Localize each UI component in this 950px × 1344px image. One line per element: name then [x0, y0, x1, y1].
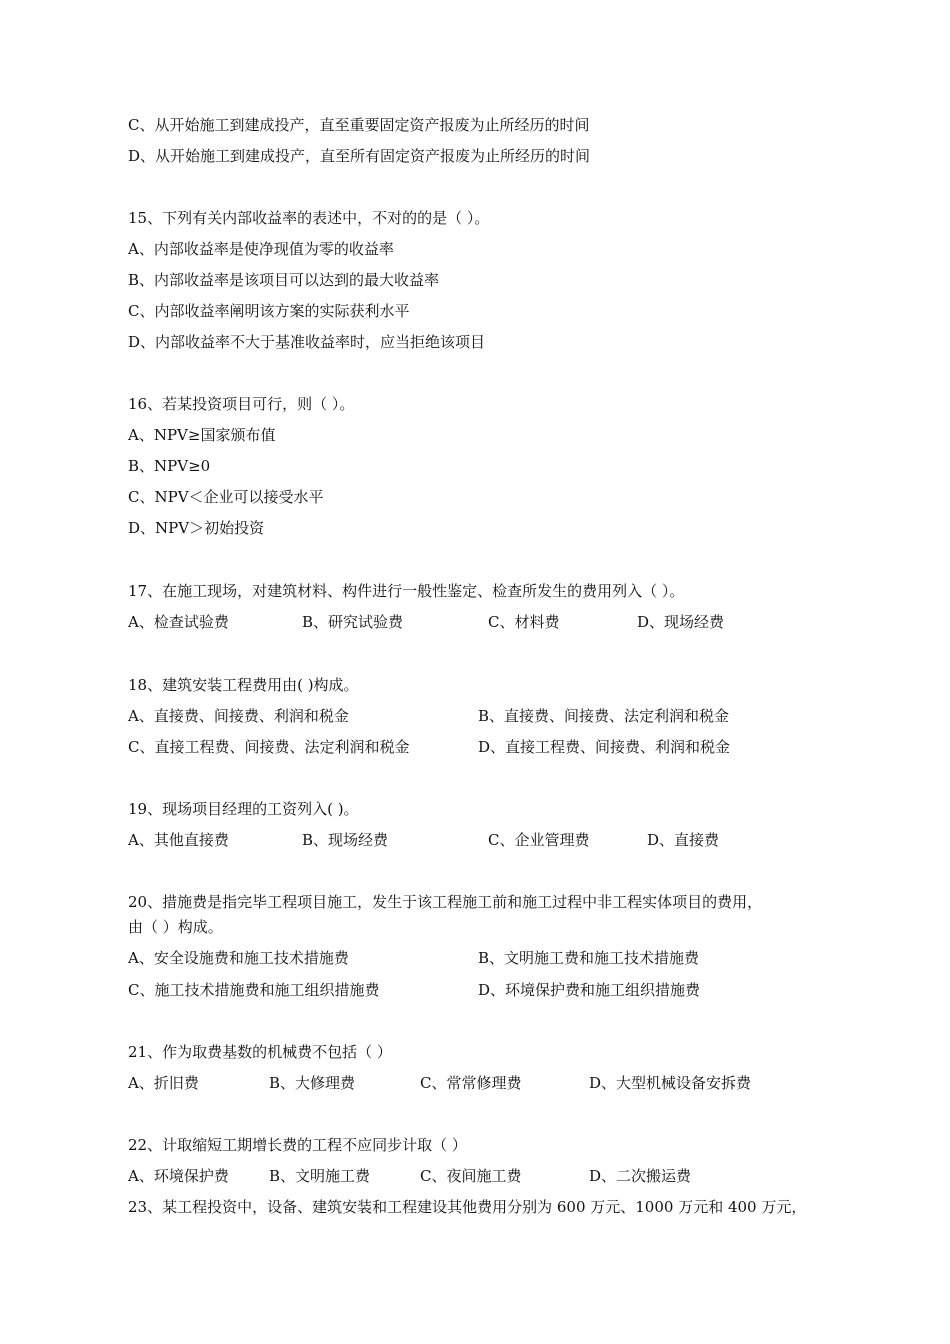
q21-option-d: D、大型机械设备安拆费 [589, 1074, 752, 1092]
q22-option-c: C、夜间施工费 [420, 1167, 522, 1185]
q21-option-a: A、折旧费 [128, 1074, 199, 1092]
q17-option-c: C、材料费 [488, 613, 560, 631]
q18-option-c: C、直接工程费、间接费、法定利润和税金 [128, 738, 410, 756]
q19-option-d: D、直接费 [647, 831, 720, 849]
q15-option-c: C、内部收益率阐明该方案的实际获利水平 [128, 302, 410, 320]
q18-stem: 18、建筑安装工程费用由( )构成。 [128, 676, 359, 694]
q19-stem: 19、现场项目经理的工资列入( )。 [128, 800, 359, 818]
q19-option-b: B、现场经费 [302, 831, 389, 849]
q16-option-c: C、NPV＜企业可以接受水平 [128, 488, 324, 506]
q17-option-d: D、现场经费 [637, 613, 725, 631]
q15-option-a: A、内部收益率是使净现值为零的收益率 [128, 240, 394, 258]
q21-option-b: B、大修理费 [269, 1074, 356, 1092]
q16-option-a: A、NPV≥国家颁布值 [128, 426, 276, 444]
q15-stem: 15、下列有关内部收益率的表述中，不对的的是（ ）。 [128, 209, 490, 227]
q18-option-b: B、直接费、间接费、法定利润和税金 [478, 707, 730, 725]
q20-option-d: D、环境保护费和施工组织措施费 [478, 981, 701, 999]
q20-option-c: C、施工技术措施费和施工组织措施费 [128, 981, 380, 999]
q21-stem: 21、作为取费基数的机械费不包括（ ） [128, 1043, 392, 1061]
q20-stem-line2: 由（ ）构成。 [128, 918, 223, 936]
q15-option-d: D、内部收益率不大于基准收益率时，应当拒绝该项目 [128, 333, 486, 351]
q20-option-b: B、文明施工费和施工技术措施费 [478, 949, 700, 967]
q19-option-c: C、企业管理费 [488, 831, 590, 849]
q18-option-d: D、直接工程费、间接费、利润和税金 [478, 738, 731, 756]
q16-option-d: D、NPV＞初始投资 [128, 519, 265, 537]
q23-stem: 23、某工程投资中，设备、建筑安装和工程建设其他费用分别为 600 万元、1000 万元和 400 万元， [128, 1198, 807, 1216]
q16-option-b: B、NPV≥0 [128, 457, 211, 475]
q16-stem: 16、若某投资项目可行，则（ ）。 [128, 395, 355, 413]
q22-option-b: B、文明施工费 [269, 1167, 371, 1185]
q22-option-d: D、二次搬运费 [589, 1167, 692, 1185]
q17-option-a: A、检查试验费 [128, 613, 229, 631]
q21-option-c: C、常常修理费 [420, 1074, 522, 1092]
q14-option-d: D、从开始施工到建成投产，直至所有固定资产报废为止所经历的时间 [128, 147, 591, 165]
q19-option-a: A、其他直接费 [128, 831, 229, 849]
q17-stem: 17、在施工现场，对建筑材料、构件进行一般性鉴定、检查所发生的费用列入（ ）。 [128, 582, 685, 600]
q17-option-b: B、研究试验费 [302, 613, 404, 631]
q15-option-b: B、内部收益率是该项目可以达到的最大收益率 [128, 271, 440, 289]
q22-option-a: A、环境保护费 [128, 1167, 229, 1185]
q18-option-a: A、直接费、间接费、利润和税金 [128, 707, 349, 725]
q22-stem: 22、计取缩短工期增长费的工程不应同步计取（ ） [128, 1136, 467, 1154]
q20-option-a: A、安全设施费和施工技术措施费 [128, 949, 349, 967]
q20-stem-line1: 20、措施费是指完毕工程项目施工，发生于该工程施工前和施工过程中非工程实体项目的费用， [128, 893, 763, 911]
q14-option-c: C、从开始施工到建成投产，直至重要固定资产报废为止所经历的时间 [128, 116, 590, 134]
